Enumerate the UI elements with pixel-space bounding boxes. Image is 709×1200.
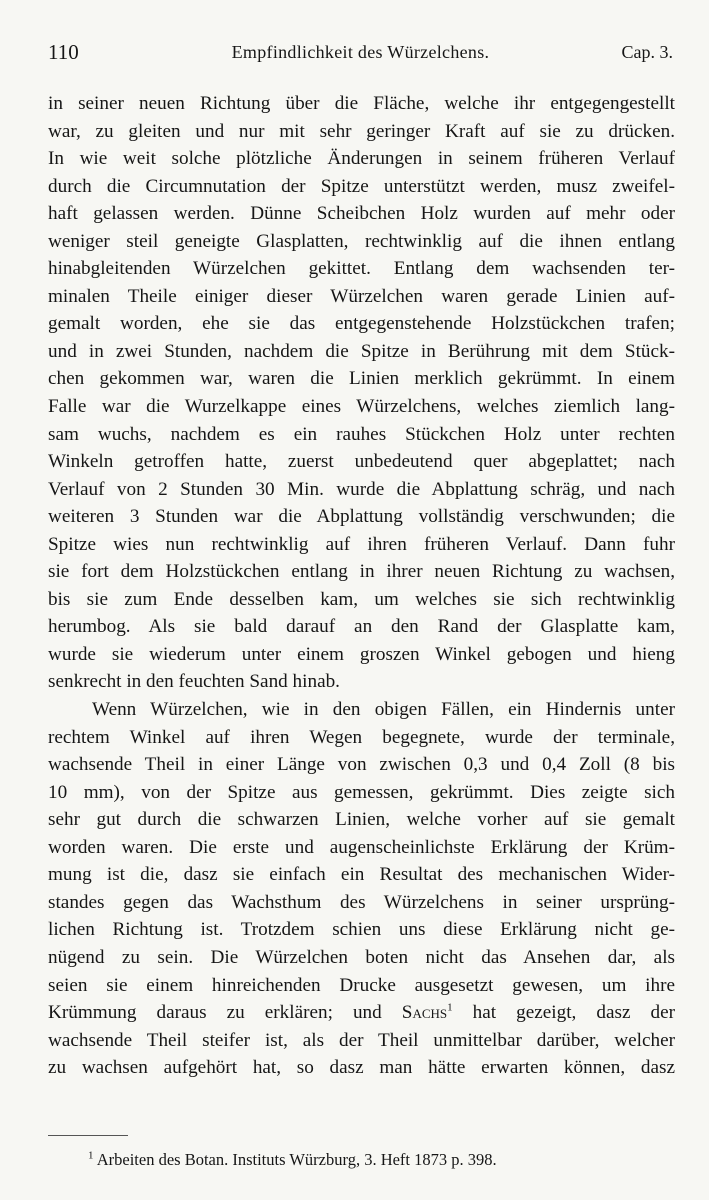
footnote-rule <box>48 1135 128 1136</box>
text-span: hat gezeigt, dasz der <box>452 1002 675 1024</box>
text-line: gemalt worden, ehe sie das entgegenstehende Holzstückchen trafen; <box>48 313 675 335</box>
text-line: In wie weit solche plötzliche Änderungen in seinem früheren Verlauf <box>48 148 675 170</box>
page-header <box>48 40 673 68</box>
body-text <box>48 90 675 1082</box>
text-line: zu wachsen aufgehört hat, so dasz man hätte erwarten können, dasz <box>48 1057 675 1079</box>
text-line: in seiner neuen Richtung über die Fläche, welche ihr entgegengestellt <box>48 93 675 114</box>
text-line: durch die Circumnutation der Spitze unterstützt werden, musz zweifel- <box>48 175 675 197</box>
text-line: rechtem Winkel auf ihren Wegen begegnete, wurde der terminale, <box>48 726 675 748</box>
text-line: wachsende Theil in einer Länge von zwischen 0,3 und 0,4 Zoll (8 bis <box>48 754 675 776</box>
text-line: herumbog. Als sie bald darauf an den Rand der Glasplatte kam, <box>48 616 675 638</box>
text-line: haft gelassen werden. Dünne Scheibchen Holz wurden auf mehr oder <box>48 203 675 225</box>
text-line: worden waren. Die erste und augenscheinlichste Erklärung der Krüm- <box>48 836 675 858</box>
text-line: weniger steil geneigte Glasplatten, rechtwinklig auf die ihnen entlang <box>48 230 675 252</box>
text-line: weiteren 3 Stunden war die Abplattung vollständig verschwunden; die <box>48 506 675 528</box>
text-line: hinabgleitenden Würzelchen gekittet. Entlang dem wachsenden ter- <box>48 258 675 280</box>
paragraph-2 <box>48 696 675 1082</box>
text-line: standes gegen das Wachsthum des Würzelchens in seiner ursprüng- <box>48 891 675 913</box>
text-line: senkrecht in den feuchten Sand hinab. <box>48 671 340 693</box>
text-line: bis sie zum Ende desselben kam, um welches sie sich rechtwinklig <box>48 588 675 610</box>
text-line: nügend zu sein. Die Würzelchen boten nicht das Ansehen dar, als <box>48 946 675 968</box>
text-line: wachsende Theil steifer ist, als der Theil unmittelbar darüber, welcher <box>48 1029 675 1051</box>
paragraph-1 <box>48 90 675 696</box>
running-title: Empfindlichkeit des Würzelchens. <box>231 42 490 62</box>
text-line: wurde sie wiederum unter einem groszen Winkel gebogen und hieng <box>48 643 675 665</box>
text-line: Wenn Würzelchen, wie in den obigen Fällen, ein Hindernis unter <box>92 699 675 721</box>
text-span: Krümmung daraus zu erklären; und <box>48 1002 382 1024</box>
text-line: war, zu gleiten und nur mit sehr geringer Kraft auf sie zu drücken. <box>48 120 675 142</box>
page-number: 110 <box>48 40 79 64</box>
text-line: mung ist die, dasz sie einfach ein Resultat des mechanischen Wider- <box>48 864 675 886</box>
text-line: chen gekommen war, waren die Linien merklich gekrümmt. In einem <box>48 368 675 390</box>
text-line: seien sie einem hinreichenden Drucke ausgesetzt gewesen, um ihre <box>48 974 675 996</box>
text-line: Falle war die Wurzelkappe eines Würzelchens, welches ziemlich lang- <box>48 396 675 418</box>
footnote <box>88 1150 497 1170</box>
footnote-text: Arbeiten des Botan. Instituts Würzburg, 3. Heft 1873 p. 398. <box>96 1150 497 1169</box>
text-line: Spitze wies nun rechtwinklig auf ihren früheren Verlauf. Dann fuhr <box>48 533 675 555</box>
chapter-label: Cap. 3. <box>621 42 673 62</box>
text-line: Verlauf von 2 Stunden 30 Min. wurde die Abplattung schräg, und nach <box>48 478 675 500</box>
text-line-with-citation <box>48 999 675 1027</box>
text-line: lichen Richtung ist. Trotzdem schien uns diese Erklärung nicht ge- <box>48 919 675 941</box>
text-line: Winkeln getroffen hatte, zuerst unbedeutend quer abgeplattet; nach <box>48 451 675 473</box>
text-line: 10 mm), von der Spitze aus gemessen, gekrümmt. Dies zeigte sich <box>48 781 675 803</box>
author-name: Sachs <box>401 1002 448 1024</box>
text-line: sie fort dem Holzstückchen entlang in ihrer neuen Richtung zu wachsen, <box>48 561 675 583</box>
footnote-marker: 1 <box>447 1001 453 1014</box>
text-line: sam wuchs, nachdem es ein rauhes Stückchen Holz unter rechten <box>48 423 675 445</box>
text-line: und in zwei Stunden, nachdem die Spitze in Berührung mit dem Stück- <box>48 340 675 362</box>
text-line: minalen Theile einiger dieser Würzelchen waren gerade Linien auf- <box>48 285 675 307</box>
text-line: sehr gut durch die schwarzen Linien, welche vorher auf sie gemalt <box>48 809 675 831</box>
footnote-mark: 1 <box>88 1149 94 1162</box>
